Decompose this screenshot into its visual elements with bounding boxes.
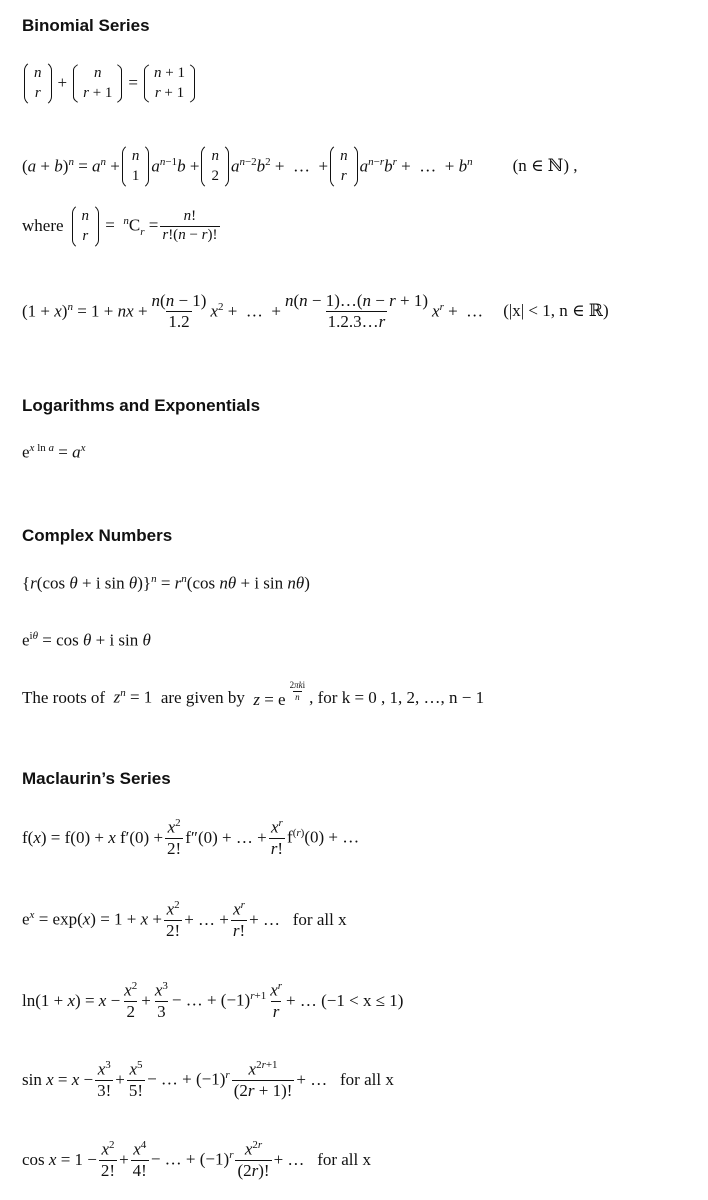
maclaurin-sin: sin x = x − $\frac{x^3}{3!}$ + $\frac{x^5}{5!}$ − … + $(-1)^r$ $x^{2r+1}$ (2r + 1)! + … for all x (22, 1059, 394, 1100)
section-heading-maclaurin: Maclaurin’s Series (22, 769, 171, 788)
cos-condition: for all x (317, 1149, 372, 1169)
roots-mid: are given by (160, 687, 245, 707)
sin-condition: for all x (340, 1069, 394, 1089)
roots-prefix: The roots of (22, 687, 106, 707)
binomial-expansion-real: $(1 + x)^n = 1$ + nx + $\frac{n(n - 1)}{1.2}$ $x^2$ + … + $\frac{n(n - 1)\dots(n - r + 1)}{1.2.3\dots r}$ $x^r$ + … (|x| < 1, n ∈ ℝ) (22, 291, 609, 331)
real-condition: (|x| < 1, n ∈ ℝ) (503, 301, 609, 321)
maclaurin-general: f(x) = f(0) + x f′(0) + $\frac{x^2}{2!}$ f″(0) + … + $\frac{x^r}{r!}$ $f^{(r)}(0)$ + … (22, 817, 360, 858)
ln-condition: (−1 < x ≤ 1) (321, 990, 404, 1010)
where-label: where (22, 216, 64, 236)
exp-log-identity: $e^{x ln a} = a^x$ (22, 442, 86, 462)
binomial-expansion-natural: $(a + b)^n = a^n$ + n 1 $a^{n-1}b$ + n 2 $a^{n-2}b^2$ + … + n r $a^{n-r}b^r$ + … + $b^n$ (n ∈ ℕ) , (22, 143, 578, 190)
roots-of-unity: The roots of $z^n = 1$ are given by z = e $^{2\pi ki n}$ , for k = 0 , 1, 2, …, n − 1 (22, 680, 485, 710)
section-heading-complex: Complex Numbers (22, 526, 173, 545)
roots-values: k = 0 , 1, 2, …, n − 1 (341, 687, 485, 707)
maclaurin-cos: cos x = 1 − $\frac{x^2}{2!}$ + $\frac{x^4}{4!}$ − … + $(-1)^r$ $x^{2r}$ (2r)! + … for all x (22, 1139, 372, 1180)
binomial-coefficient-definition: where n r = $^nC_r$ = $\frac{n!}{r!(n - r)!}$ (22, 203, 222, 250)
maclaurin-exp: $e^x = \exp(x) = 1 + x$ + $\frac{x^2}{2!}$ + … + $\frac{x^r}{r!}$ + … for all x (22, 899, 347, 940)
section-heading-binomial: Binomial Series (22, 16, 150, 35)
roots-for: , for (309, 687, 338, 707)
exp-condition: for all x (292, 909, 347, 929)
maclaurin-ln: ln(1 + x) = x − $\frac{x^2}{2}$ + $\frac{x^3}{3}$ − … + $(-1)^{r+1}$ $x^r$ r + … (−1 < x ≤ 1) (22, 980, 404, 1021)
de-moivre-theorem: {r(cos θ + i $\sin \theta)\}^n = r^n(\cos$ nθ + i sin nθ) (22, 573, 310, 593)
euler-formula: $e^{i\theta} = \cos \theta + i$ sin θ (22, 630, 151, 650)
natural-condition: (n ∈ ℕ) , (512, 156, 578, 176)
pascal-identity: n r + n r + 1 = n + 1 r + 1 (22, 60, 197, 107)
section-heading-logs: Logarithms and Exponentials (22, 396, 261, 415)
